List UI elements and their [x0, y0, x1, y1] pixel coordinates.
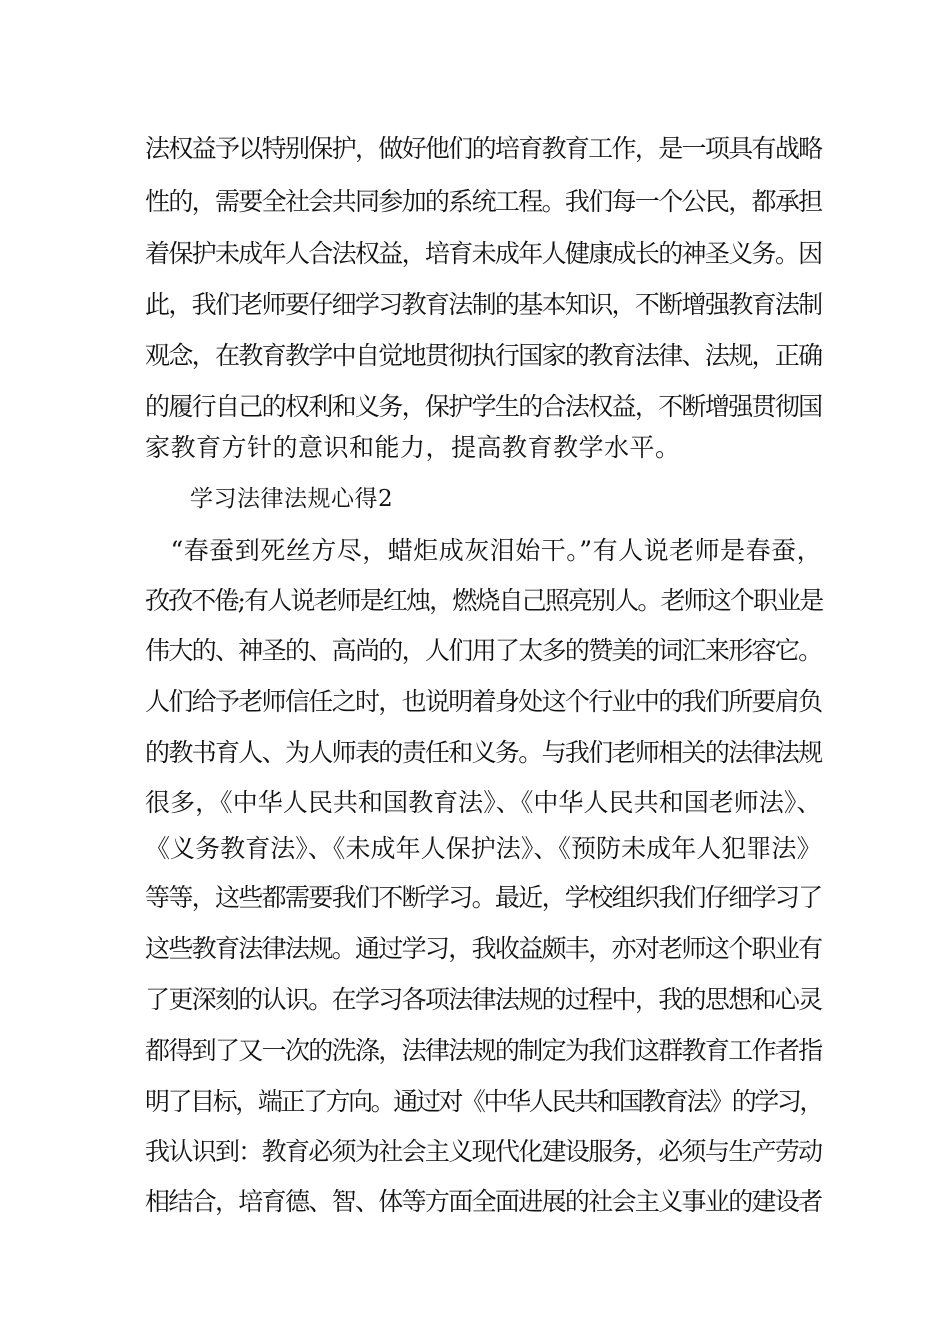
paragraph-line: 观念，在教育教学中自觉地贯彻执行国家的教育法律、法规，正确 [145, 341, 822, 370]
paragraph-line: 孜孜不倦;有人说老师是红烛，燃烧自己照亮别人。老师这个职业是 [145, 586, 823, 615]
paragraph-line: 很多，《中华人民共和国教育法》、《中华人民共和国老师法》、 [145, 788, 822, 817]
paragraph-line: 的履行自己的权利和义务，保护学生的合法权益，不断增强贯彻国 [145, 392, 822, 421]
paragraph-line: 我认识到：教育必须为社会主义现代化建设服务，必须与生产劳动 [145, 1137, 822, 1166]
paragraph-line: 明了目标，端正了方向。通过对《中华人民共和国教育法》的学习， [145, 1087, 823, 1116]
paragraph-line: 此，我们老师要仔细学习教育法制的基本知识，不断增强教育法制 [145, 290, 822, 319]
paragraph-line: 相结合，培育德、智、体等方面全面进展的社会主义事业的建设者 [145, 1187, 822, 1216]
paragraph-line: 着保护未成年人合法权益，培育未成年人健康成长的神圣义务。因 [145, 239, 822, 268]
paragraph-line: 的教书育人、为人师表的责任和义务。与我们老师相关的法律法规 [145, 738, 822, 767]
paragraph-line: 这些教育法律法规。通过学习，我收益颇丰，亦对老师这个职业有 [145, 934, 822, 963]
paragraph-line: 都得到了又一次的洗涤，法律法规的制定为我们这群教育工作者指 [145, 1036, 822, 1065]
paragraph-line: 伟大的、神圣的、高尚的，人们用了太多的赞美的词汇来形容它。 [145, 636, 822, 665]
paragraph-line: 了更深刻的认识。在学习各项法律法规的过程中，我的思想和心灵 [145, 985, 822, 1014]
section-heading: 学习法律法规心得2 [190, 486, 394, 512]
paragraph-line: 《义务教育法》、《未成年人保护法》、《预防未成年人犯罪法》 [145, 834, 822, 863]
paragraph-line: 法权益予以特别保护，做好他们的培育教育工作，是一项具有战略 [145, 134, 822, 163]
paragraph-line: 等等，这些都需要我们不断学习。最近，学校组织我们仔细学习了 [145, 883, 822, 912]
paragraph-line: 性的，需要全社会共同参加的系统工程。我们每一个公民，都承担 [145, 187, 822, 216]
paragraph-line: “春蚕到死丝方尽，蜡炬成灰泪始干。”有人说老师是春蚕， [145, 536, 823, 565]
paragraph-line: 家教育方针的意识和能力，提高教育教学水平。 [145, 433, 681, 462]
paragraph-line: 人们给予老师信任之时，也说明着身处这个行业中的我们所要肩负 [145, 687, 822, 716]
